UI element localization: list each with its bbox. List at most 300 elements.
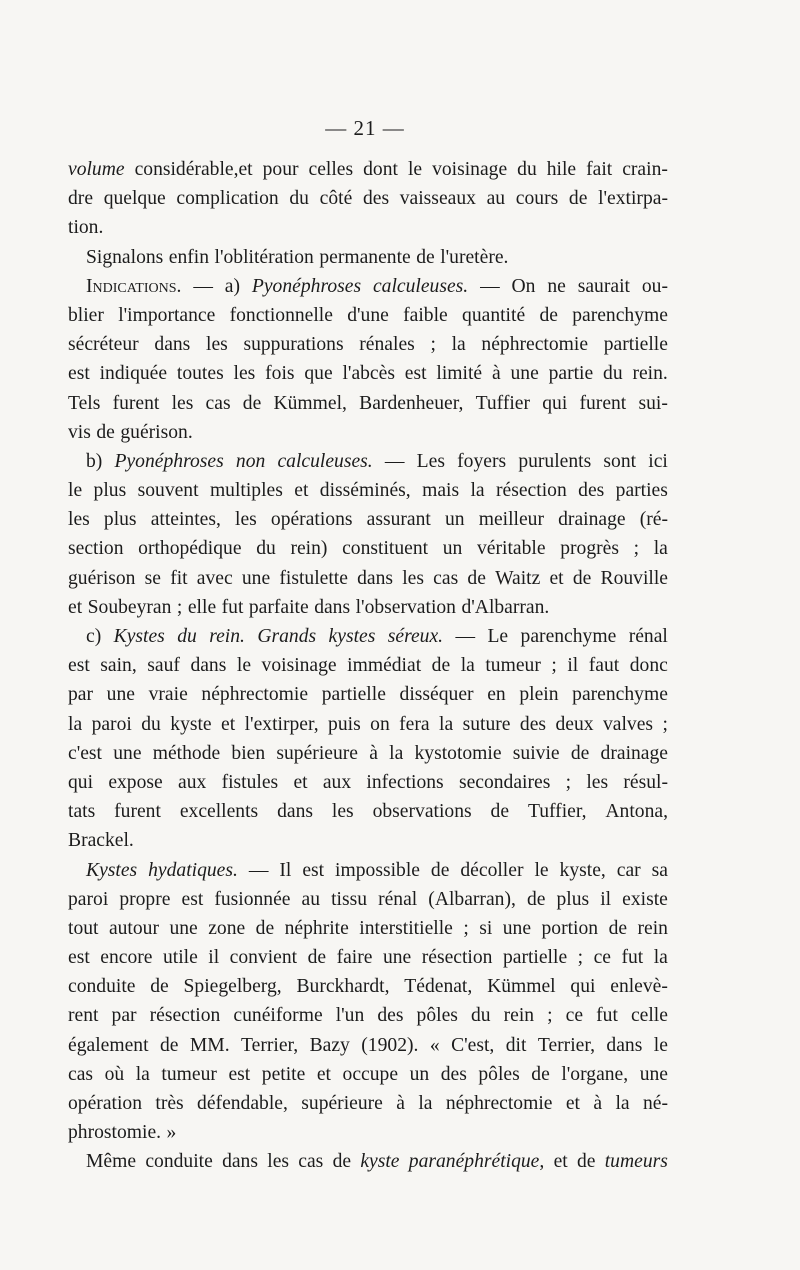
word: dans	[357, 567, 394, 589]
word: orthopédique	[138, 538, 242, 560]
word: une	[113, 742, 142, 764]
word: crain-	[622, 159, 668, 180]
word: considérable,et	[134, 159, 253, 180]
word: de	[255, 917, 275, 939]
word: qui	[68, 771, 94, 793]
word: guérison	[68, 567, 136, 589]
word: sauf	[147, 655, 180, 677]
word: est	[181, 888, 204, 910]
word: décoller	[460, 859, 524, 881]
word: des	[578, 480, 605, 502]
word: fut	[621, 947, 644, 969]
word: complication	[176, 188, 279, 210]
word: sont	[603, 450, 637, 472]
word: parenchyme	[572, 304, 668, 326]
word: les	[171, 392, 194, 414]
word: la	[439, 713, 454, 735]
word: expose	[108, 771, 163, 793]
word: aux	[178, 771, 207, 793]
word: les	[331, 801, 354, 823]
word: du	[470, 1005, 491, 1027]
word: une	[241, 567, 271, 589]
word: dre	[68, 188, 94, 210]
word: existe	[622, 888, 668, 910]
word: né-	[642, 1093, 668, 1114]
word: —	[248, 859, 269, 881]
word: véritable	[477, 538, 546, 560]
word: du	[289, 188, 309, 210]
word: furent	[114, 801, 161, 823]
word: Spiegelberg,	[183, 976, 282, 998]
word: par	[68, 684, 94, 706]
text-line	[68, 739, 668, 768]
word: séreux.	[387, 626, 444, 647]
word: le	[407, 159, 423, 180]
word: mais	[422, 480, 460, 502]
word: à	[369, 742, 378, 764]
word: qui	[542, 392, 568, 414]
word: zone	[208, 917, 246, 939]
word: défendable,	[197, 1093, 288, 1114]
word: les	[402, 567, 424, 589]
word: très	[155, 1093, 184, 1114]
word: est	[68, 655, 90, 677]
word: cunéiforme	[233, 1005, 323, 1027]
word: résection	[421, 947, 493, 969]
word: tout	[68, 917, 99, 939]
word: de	[332, 1151, 352, 1173]
word: la	[470, 480, 485, 502]
word: infections	[366, 771, 444, 793]
text-line	[68, 1001, 668, 1030]
word: voisinage	[432, 159, 508, 180]
word: Les	[416, 450, 445, 472]
word: se	[144, 567, 161, 589]
text-line	[68, 943, 668, 972]
word: au	[486, 188, 506, 210]
word: résul-	[623, 771, 668, 793]
word: purulents	[518, 450, 592, 472]
word: une	[502, 917, 532, 939]
word: Tuffier,	[527, 801, 587, 823]
word: hydatiques.	[148, 859, 238, 881]
word: Terrier,	[241, 1034, 299, 1056]
word: une	[639, 1063, 668, 1085]
word: occupe	[342, 1063, 399, 1085]
word: kyste,	[559, 859, 606, 881]
word: Même	[86, 1151, 137, 1173]
word: un	[444, 509, 465, 531]
word: Indications.	[86, 275, 182, 297]
word: parenchyme	[572, 684, 668, 706]
word: les	[235, 509, 257, 531]
word: au	[301, 888, 321, 910]
text-line	[68, 389, 668, 418]
word: de	[570, 742, 590, 764]
word: «	[429, 1034, 440, 1056]
text-line	[68, 155, 668, 184]
word: rein	[503, 1005, 535, 1027]
word: fait	[586, 159, 613, 180]
word: une	[382, 947, 412, 969]
word: néphrectomie	[481, 334, 589, 356]
word: dans	[314, 596, 351, 618]
word: l'extirper,	[244, 713, 319, 735]
word: elle	[187, 596, 217, 618]
word: petite	[261, 1063, 306, 1085]
word: la	[653, 947, 668, 969]
word: la	[418, 1093, 433, 1114]
word: les	[233, 363, 256, 385]
word: l'organe,	[561, 1063, 629, 1085]
word: guérison.	[120, 421, 193, 443]
word: secondaires	[458, 771, 551, 793]
word: de	[307, 947, 327, 969]
word: ;	[547, 1005, 553, 1027]
word: ;	[463, 917, 469, 939]
word: fistulette	[279, 567, 348, 589]
word: si	[479, 917, 493, 939]
word: bien	[231, 742, 266, 764]
word: de	[490, 801, 510, 823]
word: deux	[555, 713, 594, 735]
word: est	[404, 363, 427, 385]
word: de	[431, 655, 451, 677]
word: indiquée	[99, 363, 168, 385]
text-line	[68, 243, 668, 272]
word: néphrectomie	[201, 684, 309, 706]
word: de	[242, 392, 262, 414]
word: cas	[298, 1151, 324, 1173]
word: Burckhardt,	[296, 976, 390, 998]
word: un	[409, 1063, 430, 1085]
word: et	[553, 1151, 568, 1173]
word: paroi	[91, 713, 132, 735]
word: conduite	[68, 976, 136, 998]
word: immédiat	[347, 655, 422, 677]
body-text	[68, 155, 668, 1177]
word: où	[104, 1063, 125, 1085]
word: de	[430, 859, 450, 881]
word: sain,	[100, 655, 137, 677]
word: —	[455, 626, 476, 647]
word: non	[235, 450, 266, 472]
word: kyste	[360, 1151, 400, 1173]
word: l'observation	[355, 596, 456, 618]
word: que	[304, 363, 333, 385]
text-line	[68, 505, 668, 534]
word: un	[442, 538, 463, 560]
word: foyers	[457, 450, 507, 472]
word: fut	[221, 596, 244, 618]
word: de	[572, 567, 592, 589]
word: Pyonéphroses	[114, 450, 224, 472]
word: dit	[505, 1034, 527, 1056]
word: ;	[577, 947, 584, 969]
word: Kystes	[86, 859, 138, 881]
word: cas	[433, 567, 459, 589]
word: les	[206, 334, 228, 356]
word: paranéphrétique,	[408, 1151, 545, 1173]
word: ou-	[641, 275, 668, 297]
word: dans	[222, 1151, 258, 1173]
word: kyste	[170, 713, 212, 735]
word: Pyonéphroses	[251, 275, 362, 297]
text-line	[68, 301, 668, 330]
word: rein.	[209, 626, 245, 647]
word: l'abcès	[342, 363, 395, 385]
word: est	[302, 859, 325, 881]
word: Kümmel	[487, 976, 556, 998]
word: cours	[515, 188, 559, 210]
word: vraie	[148, 684, 188, 706]
text-line	[68, 1089, 668, 1118]
word: multiples	[209, 480, 283, 502]
word: avec	[196, 567, 233, 589]
word: fut	[596, 1005, 618, 1027]
word: MM.	[189, 1034, 230, 1056]
word: quantité	[462, 304, 526, 326]
text-line	[68, 1031, 668, 1060]
word: le	[236, 655, 252, 677]
text-line	[68, 680, 668, 709]
word: est	[68, 363, 90, 385]
text-line	[68, 826, 668, 855]
word: et	[565, 1093, 580, 1114]
word: parties	[615, 480, 668, 502]
word: phrostomie.	[68, 1122, 162, 1144]
word: ce	[565, 1005, 584, 1027]
word: de	[608, 917, 628, 939]
word: du	[177, 626, 197, 647]
page-number: — 21 —	[325, 116, 405, 140]
word: résection	[496, 480, 567, 502]
word: est	[68, 947, 90, 969]
word: quelque	[103, 188, 166, 210]
word: toutes	[176, 363, 224, 385]
word: ;	[176, 596, 183, 618]
word: fonctionnelle	[229, 304, 333, 326]
word: Terrier,	[537, 1034, 595, 1056]
word: car	[616, 859, 641, 881]
word: en	[487, 684, 506, 706]
word: saurait	[577, 275, 630, 297]
word: furent	[579, 392, 627, 414]
word: tats	[68, 801, 96, 823]
word: l'extirpa-	[598, 188, 668, 210]
word: Tuffier	[475, 392, 531, 414]
word: rénal	[628, 626, 668, 647]
word: Grands	[257, 626, 317, 647]
word: convient	[229, 947, 298, 969]
word: Waitz	[495, 567, 541, 589]
word: conduite	[145, 1151, 213, 1173]
word: dont	[363, 159, 398, 180]
word: rein.	[632, 363, 668, 385]
word: il	[600, 888, 612, 910]
word: excellents	[179, 801, 259, 823]
word: une	[169, 917, 198, 939]
word: à	[396, 1093, 405, 1114]
word: et	[68, 596, 83, 618]
text-line	[68, 476, 668, 505]
word: l'importance	[118, 304, 216, 326]
word: ;	[633, 538, 640, 560]
word: et	[316, 1063, 331, 1085]
word: suture	[462, 713, 511, 735]
word: Antona,	[605, 801, 668, 823]
text-line	[68, 651, 668, 680]
word: le	[653, 1034, 668, 1056]
word: de	[467, 567, 486, 589]
word: dans	[190, 655, 227, 677]
word: propre	[119, 888, 171, 910]
word: aux	[322, 771, 352, 793]
word: tumeur	[485, 655, 541, 677]
text-line	[68, 622, 668, 651]
word: le	[68, 480, 83, 502]
word: Brackel.	[68, 830, 134, 852]
word: de	[159, 1034, 179, 1056]
text-line	[68, 564, 668, 593]
word: et	[221, 713, 236, 735]
word: portion	[541, 917, 599, 939]
word: rénales	[359, 334, 415, 356]
word: rénal	[378, 888, 418, 910]
word: autour	[108, 917, 159, 939]
word: Bardenheuer,	[359, 392, 464, 414]
word: donc	[629, 655, 668, 677]
word: tissu	[331, 888, 368, 910]
word: côté	[319, 188, 353, 210]
word: (ré-	[639, 509, 668, 531]
word: partielle	[603, 334, 668, 356]
word: Bazy	[309, 1034, 350, 1056]
word: constituent	[342, 538, 429, 560]
word: Tédenat,	[404, 976, 473, 998]
text-line	[68, 856, 668, 885]
word: le	[534, 859, 549, 881]
word: la	[653, 538, 668, 560]
word: parenchyme	[520, 626, 617, 647]
word: On	[511, 275, 536, 297]
word: les	[267, 1151, 290, 1173]
word: une	[510, 363, 539, 385]
word: assurant	[366, 509, 431, 531]
word: —	[384, 450, 405, 472]
word: fit	[170, 567, 188, 589]
word: Tels	[68, 392, 101, 414]
word: il	[567, 655, 579, 677]
word: limité	[436, 363, 483, 385]
word: pour	[262, 159, 299, 180]
word: sa	[651, 859, 668, 881]
word: partielle	[321, 684, 386, 706]
word: —	[480, 275, 500, 297]
word: disséquer	[399, 684, 474, 706]
word: du	[603, 363, 623, 385]
word: interstitielle	[359, 917, 453, 939]
word: fistules	[221, 771, 279, 793]
word: et	[293, 771, 308, 793]
word: une	[106, 684, 135, 706]
word: pôles	[478, 1063, 520, 1085]
word: enfin	[168, 246, 210, 268]
text-line	[68, 1147, 668, 1176]
word: il	[208, 947, 220, 969]
word: Soubeyran	[87, 596, 172, 618]
word: b)	[86, 450, 103, 472]
word: drainage	[600, 742, 668, 764]
word: Rouville	[600, 567, 668, 589]
word: disséminés,	[319, 480, 411, 502]
word: de	[531, 1063, 550, 1085]
word: des	[519, 713, 547, 735]
word: méthode	[152, 742, 221, 764]
word: tumeur	[161, 1063, 217, 1085]
word: de	[539, 304, 558, 326]
word: néphrite	[284, 917, 349, 939]
word: voisinage	[261, 655, 337, 677]
word: —	[193, 275, 213, 297]
word: kystotomie	[414, 742, 502, 764]
word: ce	[593, 947, 611, 969]
text-line	[68, 593, 668, 622]
word: permanente	[319, 246, 411, 268]
word: faible	[403, 304, 448, 326]
word: de	[576, 1151, 596, 1173]
word: plus	[93, 480, 127, 502]
word: Signalons	[86, 246, 164, 268]
word: partielle	[502, 947, 568, 969]
word: ;	[662, 713, 668, 735]
word: l'uretère.	[440, 246, 509, 268]
word: de	[416, 246, 435, 268]
word: de	[568, 188, 588, 210]
word: utile	[162, 947, 198, 969]
word: blier	[68, 304, 104, 326]
word: plus	[103, 509, 137, 531]
word: du	[517, 159, 537, 180]
word: les	[586, 771, 609, 793]
word: la	[460, 655, 475, 677]
word: fois	[265, 363, 295, 385]
word: celle	[630, 1005, 668, 1027]
word: dans	[277, 801, 313, 823]
text-line	[68, 184, 668, 213]
word: d'une	[347, 304, 389, 326]
text-line	[68, 797, 668, 826]
word: également	[68, 1034, 149, 1056]
word: à	[593, 1093, 603, 1114]
text-line	[68, 710, 668, 739]
text-line	[68, 447, 668, 476]
word: kystes	[328, 626, 376, 647]
word: »	[166, 1122, 177, 1144]
word: néphrectomie	[445, 1093, 553, 1114]
word: suivie	[512, 742, 560, 764]
word: hile	[546, 159, 577, 180]
word: (1902).	[361, 1034, 419, 1056]
word: pôles	[416, 1005, 458, 1027]
word: C'est,	[451, 1034, 495, 1056]
text-line	[68, 330, 668, 359]
word: a)	[224, 275, 241, 297]
word: est	[228, 1063, 251, 1085]
word: du	[256, 538, 276, 560]
text-line	[68, 359, 668, 388]
word: atteintes,	[150, 509, 221, 531]
